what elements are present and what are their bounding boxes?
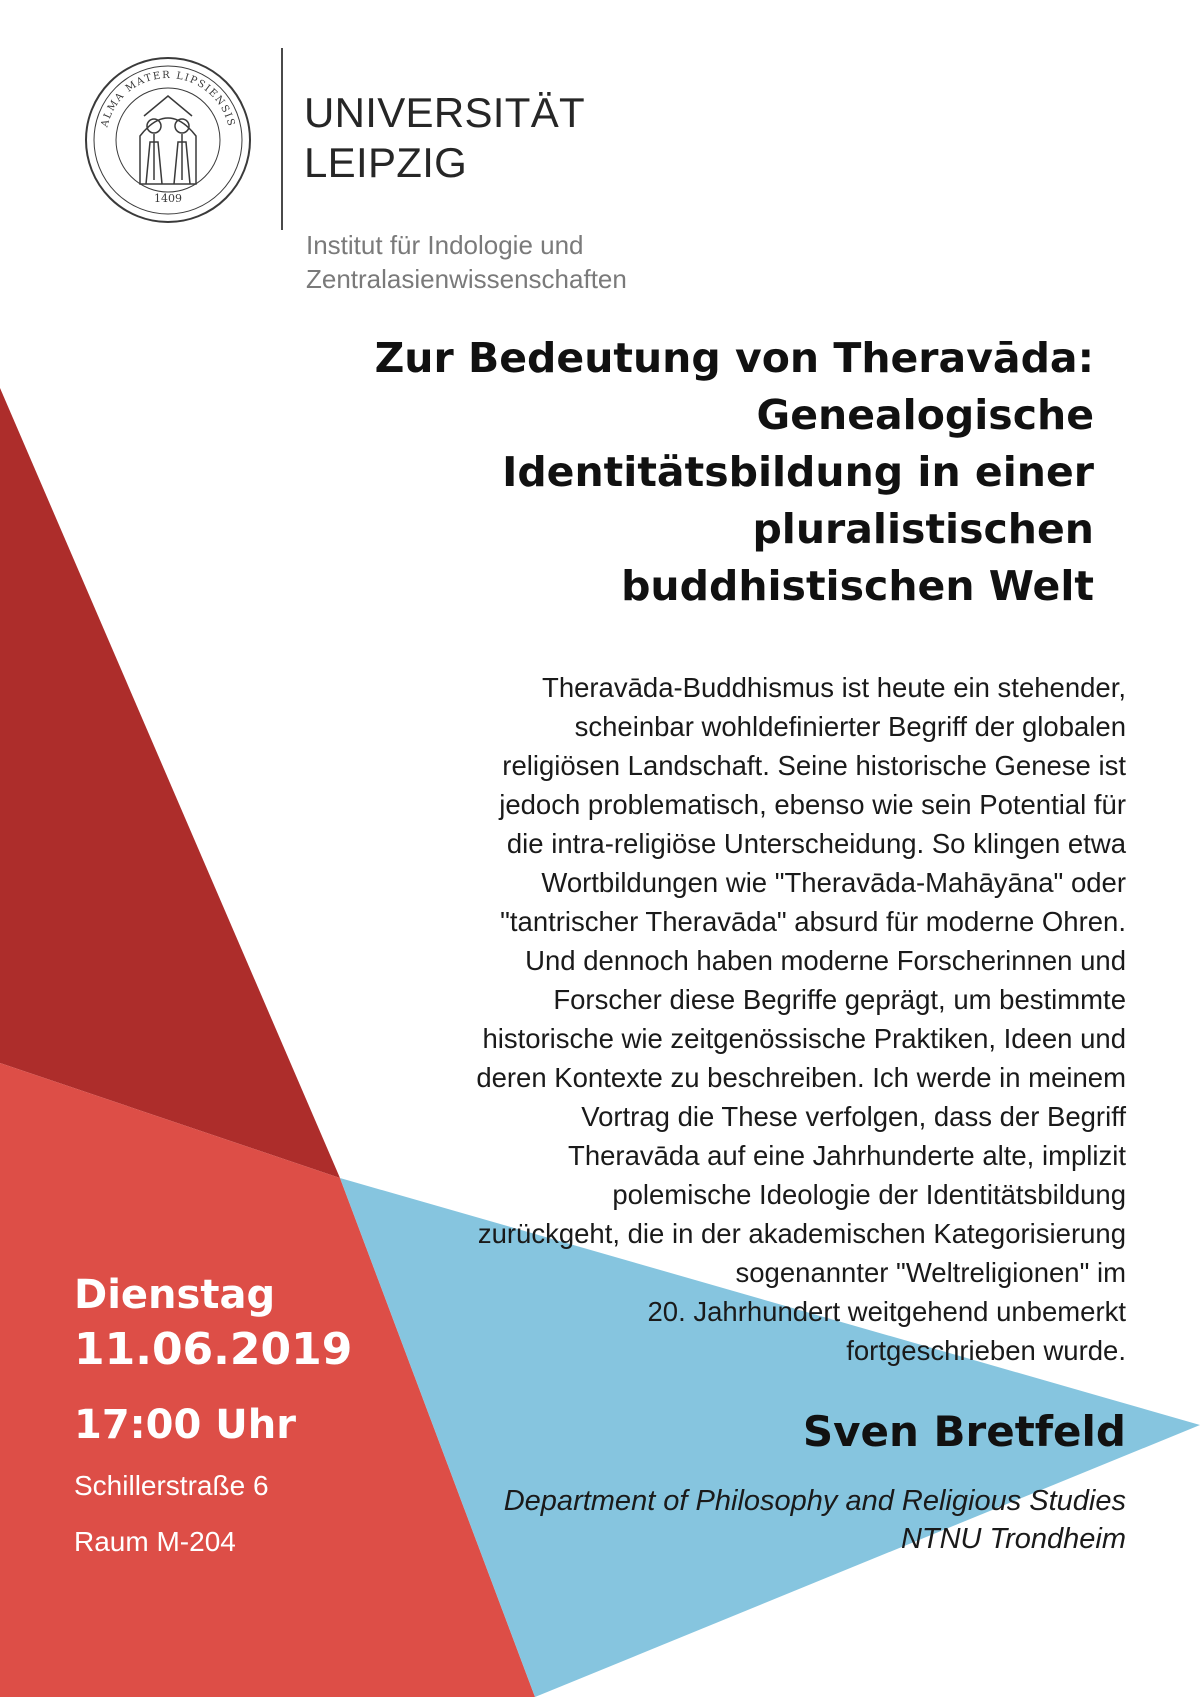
abstract-line: Theravāda-Buddhismus ist heute ein stehender, — [542, 672, 1126, 703]
event-day: Dienstag — [74, 1272, 276, 1318]
abstract-line: Wortbildungen wie "Theravāda-Mahāyāna" oder — [541, 867, 1126, 898]
abstract-line: Und dennoch haben moderne Forscherinnen und — [525, 945, 1126, 976]
abstract-line: die intra-religiöse Unterscheidung. So klingen etwa — [506, 828, 1126, 859]
abstract-line: 20. Jahrhundert weitgehend unbemerkt — [647, 1296, 1126, 1327]
abstract-line: polemische Ideologie der Identitätsbildung — [612, 1179, 1126, 1210]
institute-name-line-1: Institut für Indologie und — [306, 230, 584, 260]
institute-name-line-2: Zentralasienwissenschaften — [306, 264, 627, 294]
abstract-line: "tantrischer Theravāda" absurd für moderne Ohren. — [500, 906, 1126, 937]
university-seal-icon — [84, 56, 252, 224]
event-room: Raum M-204 — [74, 1526, 236, 1557]
event-address: Schillerstraße 6 — [74, 1470, 269, 1501]
university-name-line-1: UNIVERSITÄT — [304, 89, 585, 136]
abstract-line: deren Kontexte zu beschreiben. Ich werde in meinem — [476, 1062, 1126, 1093]
institute-name — [306, 228, 627, 296]
abstract-line: Forscher diese Begriffe geprägt, um bestimmte — [553, 984, 1126, 1015]
lecture-title — [194, 330, 1094, 615]
university-name-line-2: LEIPZIG — [304, 139, 468, 186]
abstract-line: religiösen Landschaft. Seine historische Genese ist — [502, 750, 1126, 781]
title-line: pluralistischen — [752, 505, 1094, 553]
seal-inscription: ALMA MATER LIPSIENSIS — [99, 69, 237, 129]
abstract-line: fortgeschrieben wurde. — [846, 1335, 1126, 1366]
abstract-line: jedoch problematisch, ebenso wie sein Potential für — [499, 789, 1126, 820]
university-name — [304, 88, 585, 188]
lecture-abstract — [306, 668, 1126, 1370]
abstract-line: Vortrag die These verfolgen, dass der Begriff — [581, 1101, 1126, 1132]
abstract-line: scheinbar wohldefinierter Begriff der globalen — [574, 711, 1126, 742]
abstract-line: sogenannter "Weltreligionen" im — [735, 1257, 1126, 1288]
event-time: 17:00 Uhr — [74, 1402, 296, 1448]
seal-year: 1409 — [154, 192, 182, 205]
title-line: Genealogische — [756, 391, 1094, 439]
title-line: Zur Bedeutung von Theravāda: — [374, 334, 1094, 382]
header-divider — [281, 48, 283, 230]
abstract-line: zurückgeht, die in der akademischen Kategorisierung — [477, 1218, 1126, 1249]
abstract-line: Theravāda auf eine Jahrhunderte alte, implizit — [568, 1140, 1126, 1171]
affiliation-line-2: NTNU Trondheim — [900, 1523, 1126, 1555]
event-date: 11.06.2019 — [74, 1324, 353, 1375]
title-line: buddhistischen Welt — [621, 562, 1094, 610]
abstract-line: historische wie zeitgenössische Praktiken, Ideen und — [482, 1023, 1126, 1054]
speaker-affiliation — [366, 1482, 1126, 1558]
affiliation-line-1: Department of Philosophy and Religious Studies — [503, 1485, 1126, 1517]
speaker-name: Sven Bretfeld — [802, 1407, 1126, 1456]
title-line: Identitätsbildung in einer — [502, 448, 1094, 496]
